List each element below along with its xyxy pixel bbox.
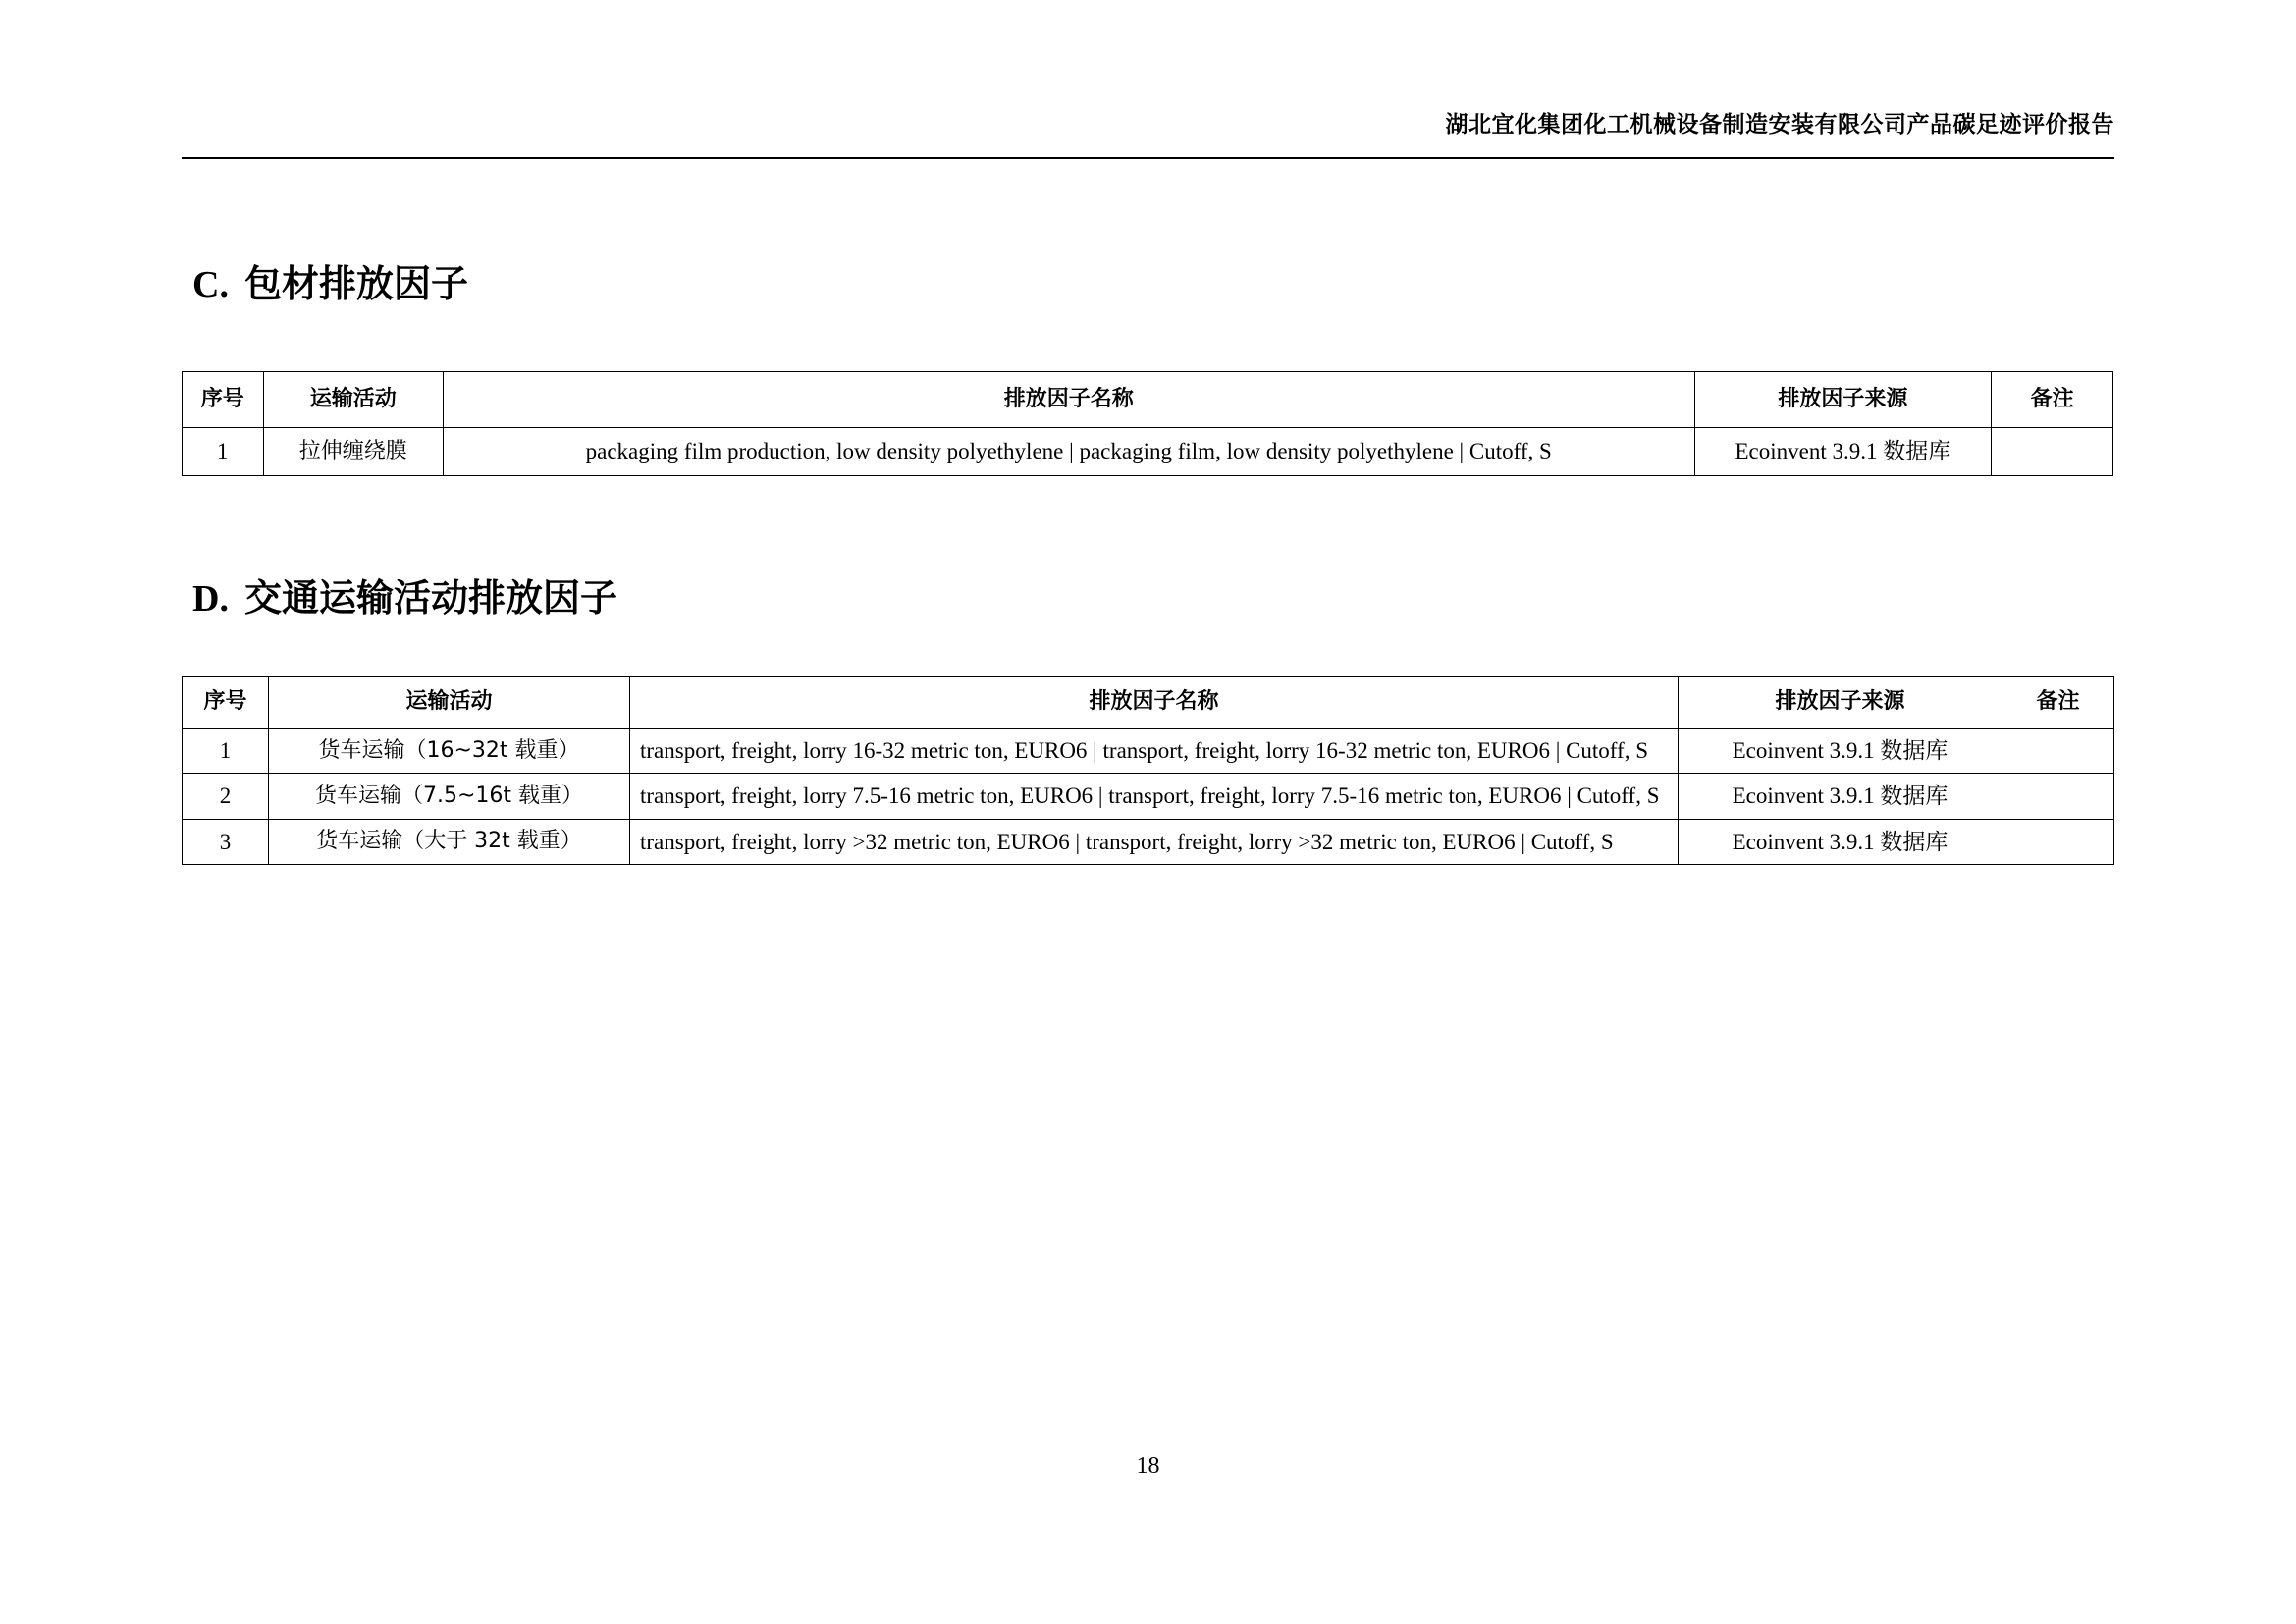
section-letter-d: D. [192,578,229,620]
column-header-factor-name: 排放因子名称 [443,372,1694,428]
column-header-activity: 运输活动 [269,677,630,729]
cell-activity: 拉伸缠绕膜 [263,428,443,476]
section-heading-d [192,568,617,622]
table-row [183,819,2114,864]
cell-remark [2002,774,2114,819]
table-row [183,774,2114,819]
cell-source: Ecoinvent 3.9.1 数据库 [1679,774,2002,819]
cell-source: Ecoinvent 3.9.1 数据库 [1679,728,2002,773]
section-title-c: 包材排放因子 [243,262,468,305]
table-row [183,428,2113,476]
page-number: 18 [1136,1453,1160,1479]
table-header-row [183,372,2113,428]
cell-remark [2002,728,2114,773]
page-header: 湖北宜化集团化工机械设备制造安装有限公司产品碳足迹评价报告 [1445,112,2114,137]
cell-no: 1 [183,428,264,476]
column-header-factor-name: 排放因子名称 [630,677,1679,729]
table-row [183,728,2114,773]
section-heading-c [192,253,468,307]
cell-no: 1 [183,728,269,773]
cell-remark [2002,819,2114,864]
section-title-d: 交通运输活动排放因子 [243,576,617,620]
cell-factor-name: packaging film production, low density polyethylene | packaging film, low density polyethylene | Cutoff, S [443,428,1694,476]
cell-no: 3 [183,819,269,864]
cell-no: 2 [183,774,269,819]
column-header-remark: 备注 [1992,372,2113,428]
cell-source: Ecoinvent 3.9.1 数据库 [1679,819,2002,864]
cell-activity: 货车运输（16~32t 载重） [269,728,630,773]
cell-factor-name: transport, freight, lorry >32 metric ton, EURO6 | transport, freight, lorry >32 metric ton, EURO6 | Cutoff, S [630,819,1679,864]
section-letter-c: C. [192,264,229,305]
header-divider [182,157,2114,159]
table-header-row [183,677,2114,729]
column-header-source: 排放因子来源 [1694,372,1992,428]
packaging-emission-factor-table [182,371,2113,476]
column-header-no: 序号 [183,677,269,729]
cell-source: Ecoinvent 3.9.1 数据库 [1694,428,1992,476]
transport-emission-factor-table [182,676,2114,865]
column-header-remark: 备注 [2002,677,2114,729]
cell-factor-name: transport, freight, lorry 16-32 metric ton, EURO6 | transport, freight, lorry 16-32 metric ton, EURO6 | Cutoff, S [630,728,1679,773]
cell-activity: 货车运输（7.5~16t 载重） [269,774,630,819]
cell-remark [1992,428,2113,476]
cell-factor-name: transport, freight, lorry 7.5-16 metric ton, EURO6 | transport, freight, lorry 7.5-16 metric ton, EURO6 | Cutoff, S [630,774,1679,819]
cell-activity: 货车运输（大于 32t 载重） [269,819,630,864]
column-header-no: 序号 [183,372,264,428]
column-header-activity: 运输活动 [263,372,443,428]
column-header-source: 排放因子来源 [1679,677,2002,729]
